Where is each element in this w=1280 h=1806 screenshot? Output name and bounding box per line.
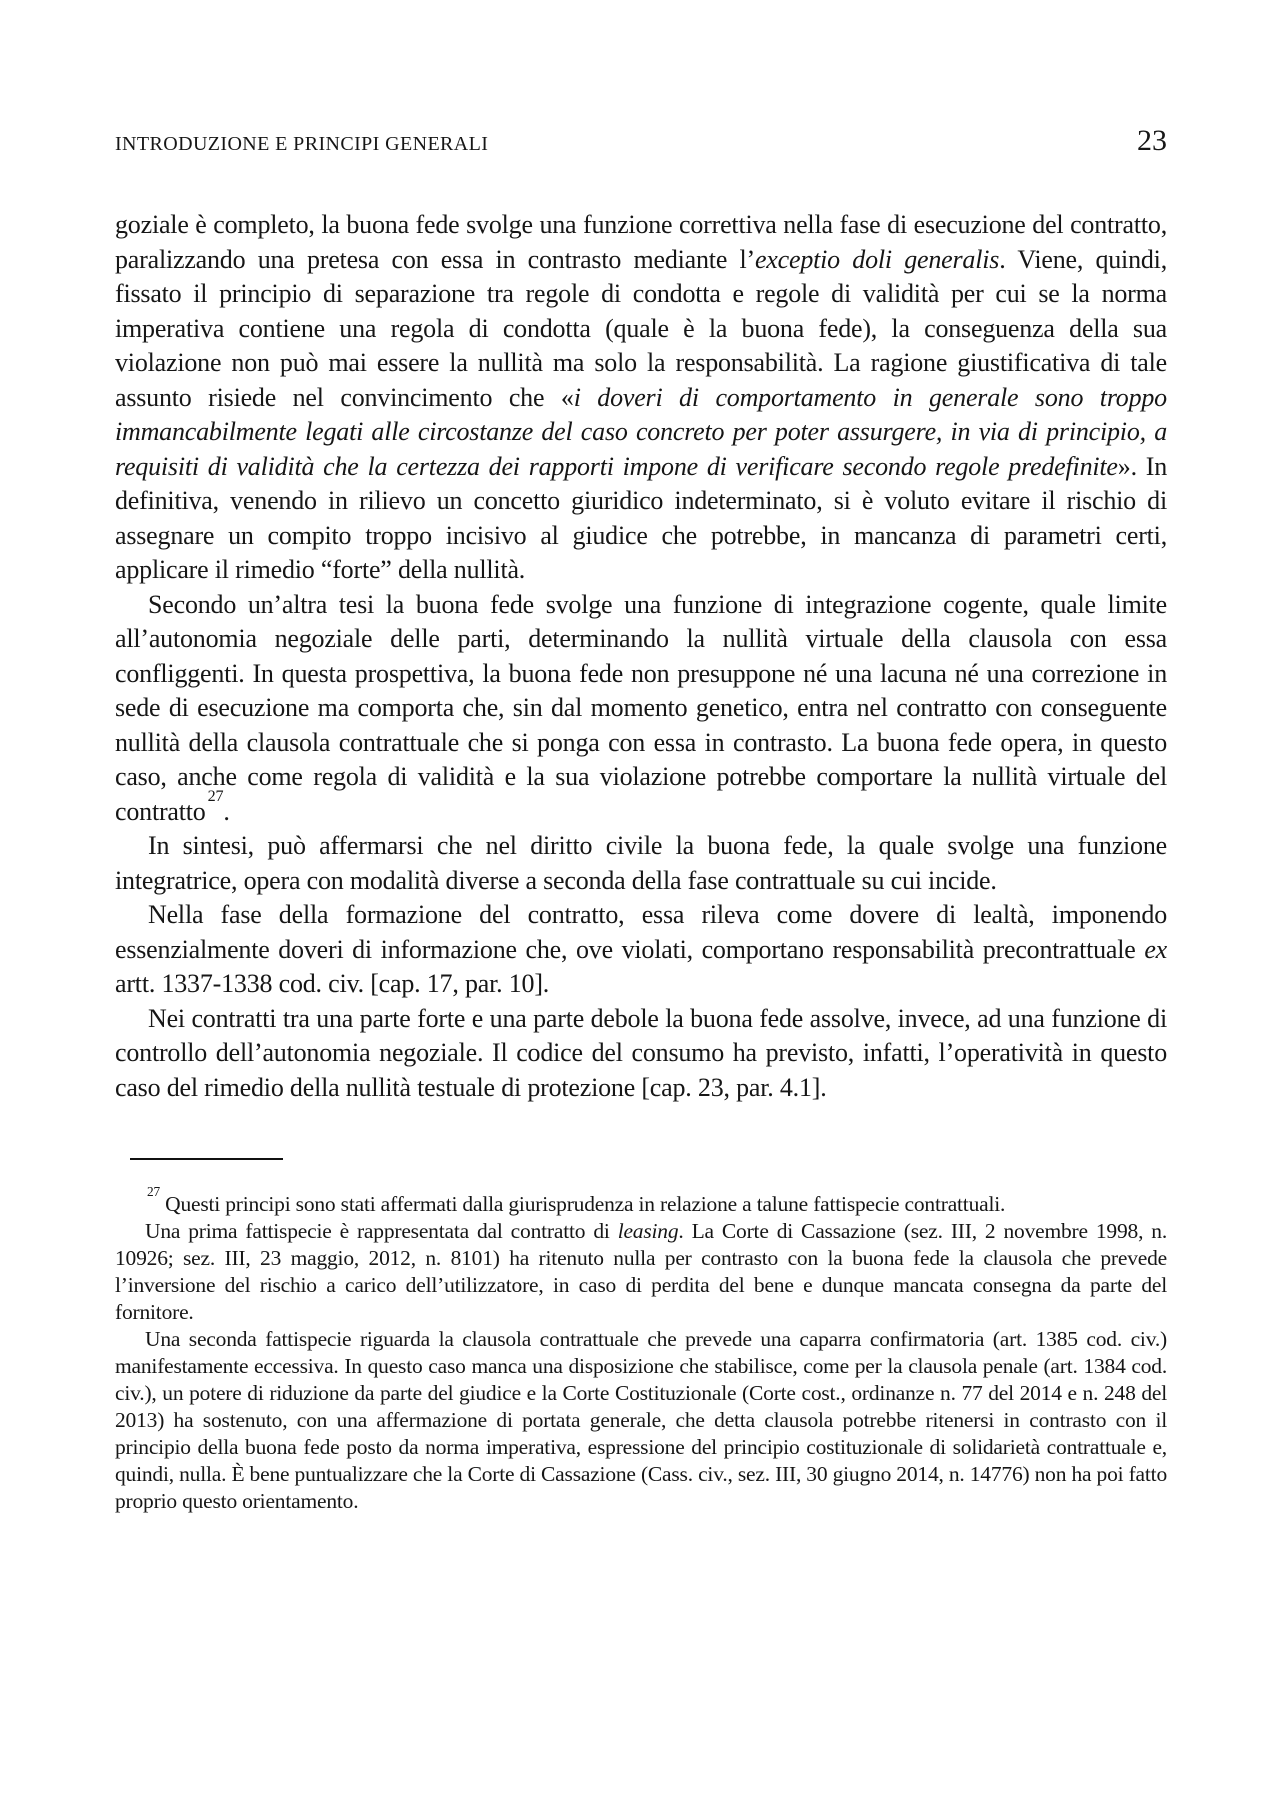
- running-header-title: INTRODUZIONE E PRINCIPI GENERALI: [115, 133, 489, 155]
- text-run: Nella fase della formazione del contratto, essa rileva come dovere di lealtà, imponendo essenzialmente doveri di informazione che, ove violati, comportano responsabilità precontrattuale: [115, 900, 1167, 964]
- body-paragraph: [115, 1002, 1167, 1106]
- text-run: Una seconda fattispecie riguarda la clausola contrattuale che prevede una caparra confirmatoria (art. 1385 cod. civ.) manifestamente eccessiva. In questo caso manca una disposizione che stabilisce, come per la clausola penale (art. 1384 cod. civ.), un potere di riduzione da parte del giudice e la Corte Costituzionale (Corte cost., ordinanze n. 77 del 2014 e n. 248 del 2013) ha sostenuto, con una affermazione di portata generale, che detta clausola potrebbe ritenersi in contrasto con il principio della buona fede posto da norma imperativa, espressione del principio costituzionale di solidarietà contrattuale e, quindi, nulla. È bene puntualizzare che la Corte di Cassazione (Cass. civ., sez. III, 30 giugno 2014, n. 14776) non ha poi fatto proprio questo orientamento.: [115, 1327, 1167, 1513]
- body-paragraph: [115, 898, 1167, 1002]
- italic-text: exceptio doli generalis: [754, 244, 1000, 274]
- page-number: 23: [1137, 124, 1167, 157]
- text-run: ». In definitiva, venendo in rilievo un concetto giuridico indeterminato, si è voluto evitare il rischio di assegnare un compito troppo incisivo al giudice che potrebbe, in mancanza di parametri certi, applicare il rimedio “forte” della nullità.: [115, 451, 1167, 584]
- footnote-paragraph: [115, 1218, 1167, 1326]
- footnote-paragraph: [115, 1326, 1167, 1515]
- text-run: Questi principi sono stati affermati dalla giurisprudenza in relazione a talune fattispecie contrattuali.: [159, 1192, 1006, 1216]
- running-header: [115, 120, 1167, 156]
- italic-text: i doveri di comportamento in generale sono troppo immancabilmente legati alle circostanze del caso concreto per poter assurgere, in via di principio, a requisiti di validità che la certezza dei rapporti impone di verificare secondo regole predefinite: [115, 382, 1167, 481]
- footnote-marker: 27: [207, 788, 224, 806]
- italic-text: ex: [1144, 934, 1167, 964]
- italic-text: leasing: [617, 1219, 679, 1243]
- text-run: . La Corte di Cassazione (sez. III, 2 novembre 1998, n. 10926; sez. III, 23 maggio, 2012, n. 8101) ha ritenuto nulla per contrasto con la buona fede la clausola che prevede l’inversione del rischio a carico dell’utilizzatore, in caso di perdita del bene e dunque mancata consegna da parte del fornitore.: [115, 1219, 1167, 1324]
- text-run: Una prima fattispecie è rappresentata dal contratto di: [145, 1219, 618, 1243]
- body-paragraph: [115, 829, 1167, 898]
- text-run: artt. 1337-1338 cod. civ. [cap. 17, par. 10].: [115, 969, 550, 998]
- body-text: [115, 208, 1167, 1105]
- text-run: goziale è completo, la buona fede svolge una funzione correttiva nella fase di esecuzione del contratto, paralizzando una pretesa con essa in contrasto mediante l’: [115, 210, 1167, 274]
- footnote-separator: [130, 1158, 283, 1160]
- body-paragraph: [115, 208, 1167, 588]
- footnote-paragraph: [115, 1183, 1167, 1218]
- footnotes: [115, 1183, 1167, 1515]
- text-run: . Viene, quindi, fissato il principio di separazione tra regole di condotta e regole di validità per cui se la norma imperativa contiene una regola di condotta (quale è la buona fede), la conseguenza della sua violazione non può mai essere la nullità ma solo la responsabilità. La ragione giustificativa di tale assunto risiede nel convincimento che «: [115, 244, 1168, 412]
- text-run: .: [223, 796, 230, 826]
- body-paragraph: [115, 588, 1167, 830]
- text-run: Nei contratti tra una parte forte e una parte debole la buona fede assolve, invece, ad una funzione di controllo dell’autonomia negoziale. Il codice del consumo ha previsto, infatti, l’operatività in questo caso del rimedio della nullità testuale di protezione [cap. 23, par. 4.1].: [115, 1003, 1167, 1102]
- footnote-marker: 27: [147, 1183, 160, 1199]
- text-run: Secondo un’altra tesi la buona fede svolge una funzione di integrazione cogente, quale limite all’autonomia negoziale delle parti, determinando la nullità virtuale della clausola con essa confliggenti. In questa prospettiva, la buona fede non presuppone né una lacuna né una correzione in sede di esecuzione ma comporta che, sin dal momento genetico, entra nel contratto con conseguente nullità della clausola contrattuale che si ponga con essa in contrasto. La buona fede opera, in questo caso, anche come regola di validità e la sua violazione potrebbe comportare la nullità virtuale del contratto: [115, 589, 1167, 826]
- text-run: In sintesi, può affermarsi che nel diritto civile la buona fede, la quale svolge una funzione integratrice, opera con modalità diverse a seconda della fase contrattuale su cui incide.: [115, 831, 1167, 895]
